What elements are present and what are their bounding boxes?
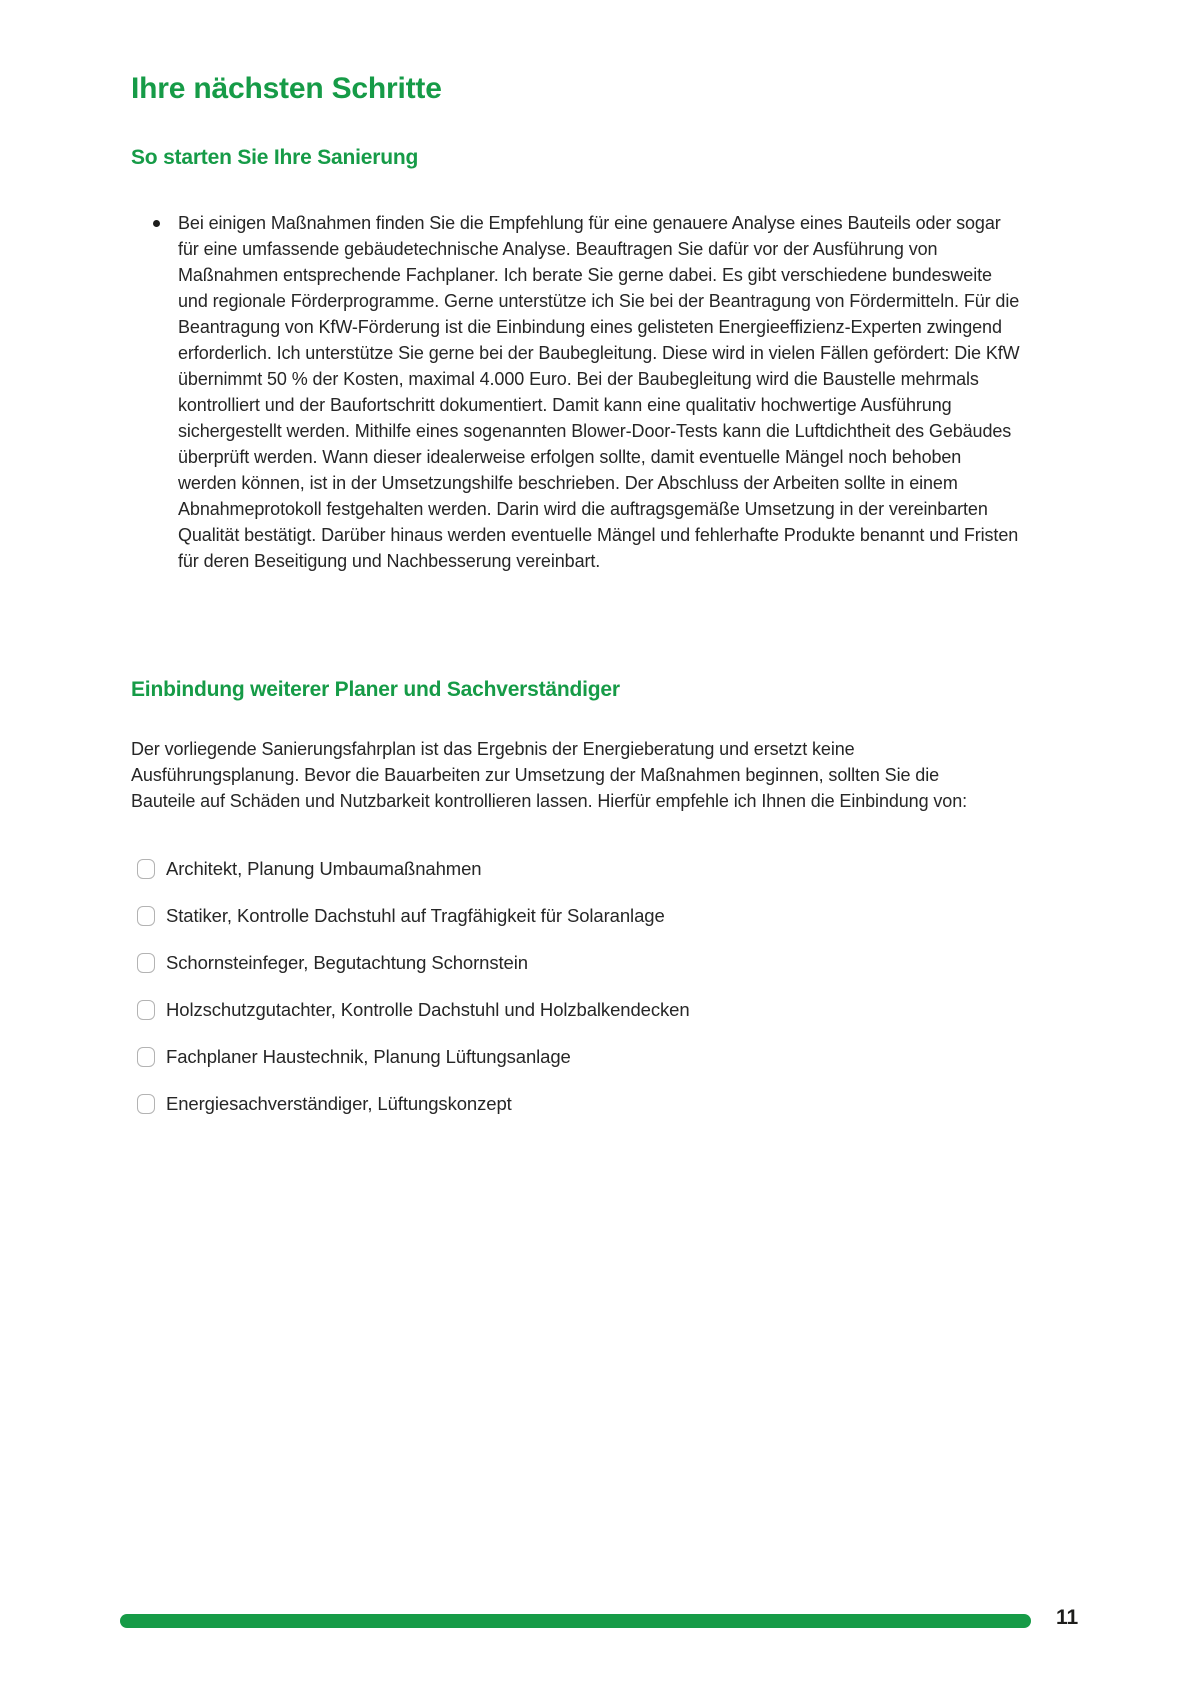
bullet-dot-icon	[153, 220, 160, 227]
checkbox-icon[interactable]	[137, 1000, 155, 1020]
checkbox-icon[interactable]	[137, 1047, 155, 1067]
bullet-paragraph: Bei einigen Maßnahmen finden Sie die Empfehlung für eine genauere Analyse eines Bauteils oder sogar für eine umfassende gebäudetechnische Analyse. Beauftragen Sie dafür vor der Ausführung von Maßnahmen entsprechende Fachplaner. Ich berate Sie gerne dabei. Es gibt verschiedene bundesweite und regionale Förderprogramme. Gerne unterstütze ich Sie bei der Beantragung von Fördermitteln. Für die Beantragung von KfW-Förderung ist die Einbindung eines gelisteten Energieeffizienz-Experten zwingend erforderlich. Ich unterstütze Sie gerne bei der Baubegleitung. Diese wird in vielen Fällen gefördert: Die KfW übernimmt 50 % der Kosten, maximal 4.000 Euro. Bei der Baubegleitung wird die Baustelle mehrmals kontrolliert und der Baufortschritt dokumentiert. Damit kann eine qualitativ hochwertige Ausführung sichergestellt werden. Mithilfe eines sogenannten Blower-Door-Tests kann die Luftdichtheit des Gebäudes überprüft werden. Wann dieser idealerweise erfolgen sollte, damit eventuelle Mängel noch behoben werden können, ist in der Umsetzungshilfe beschrieben. Der Abschluss der Arbeiten sollte in einem Abnahmeprotokoll festgehalten werden. Darin wird die auftragsgemäße Umsetzung in der vereinbarten Qualität bestätigt. Darüber hinaus werden eventuelle Mängel und fehlerhafte Produkte benannt und Fristen für deren Beseitigung und Nachbesserung vereinbart.	[178, 213, 1020, 571]
checklist-item-label: Fachplaner Haustechnik, Planung Lüftungsanlage	[166, 1045, 571, 1067]
checklist-item	[132, 952, 690, 973]
checklist-item	[132, 1093, 690, 1114]
footer-accent-bar	[120, 1614, 1031, 1628]
checklist-item-label: Statiker, Kontrolle Dachstuhl auf Tragfähigkeit für Solaranlage	[166, 904, 665, 926]
section-heading-einbindung: Einbindung weiterer Planer und Sachverständiger	[131, 678, 620, 701]
checkbox-icon[interactable]	[137, 1094, 155, 1114]
checklist-item-label: Schornsteinfeger, Begutachtung Schornstein	[166, 951, 528, 973]
checklist-item	[132, 1046, 690, 1067]
checklist-item-label: Holzschutzgutachter, Kontrolle Dachstuhl und Holzbalkendecken	[166, 998, 690, 1020]
checklist-item	[132, 999, 690, 1020]
checkbox-icon[interactable]	[137, 859, 155, 879]
page-title: Ihre nächsten Schritte	[131, 72, 442, 105]
bullet-item	[132, 210, 1022, 574]
page-number: 11	[1056, 1606, 1079, 1629]
checkbox-icon[interactable]	[137, 953, 155, 973]
checkbox-icon[interactable]	[137, 906, 155, 926]
checklist-item	[132, 905, 690, 926]
checklist-item-label: Energiesachverständiger, Lüftungskonzept	[166, 1092, 512, 1114]
section-heading-so-starten: So starten Sie Ihre Sanierung	[131, 146, 419, 169]
checklist-item	[132, 858, 690, 879]
intro-paragraph: Der vorliegende Sanierungsfahrplan ist das Ergebnis der Energieberatung und ersetzt keine Ausführungsplanung. Bevor die Bauarbeiten zur Umsetzung der Maßnahmen beginnen, sollten Sie die Bauteile auf Schäden und Nutzbarkeit kontrollieren lassen. Hierfür empfehle ich Ihnen die Einbindung von:	[131, 739, 968, 811]
planner-checklist	[132, 858, 690, 1114]
checklist-item-label: Architekt, Planung Umbaumaßnahmen	[166, 857, 482, 879]
